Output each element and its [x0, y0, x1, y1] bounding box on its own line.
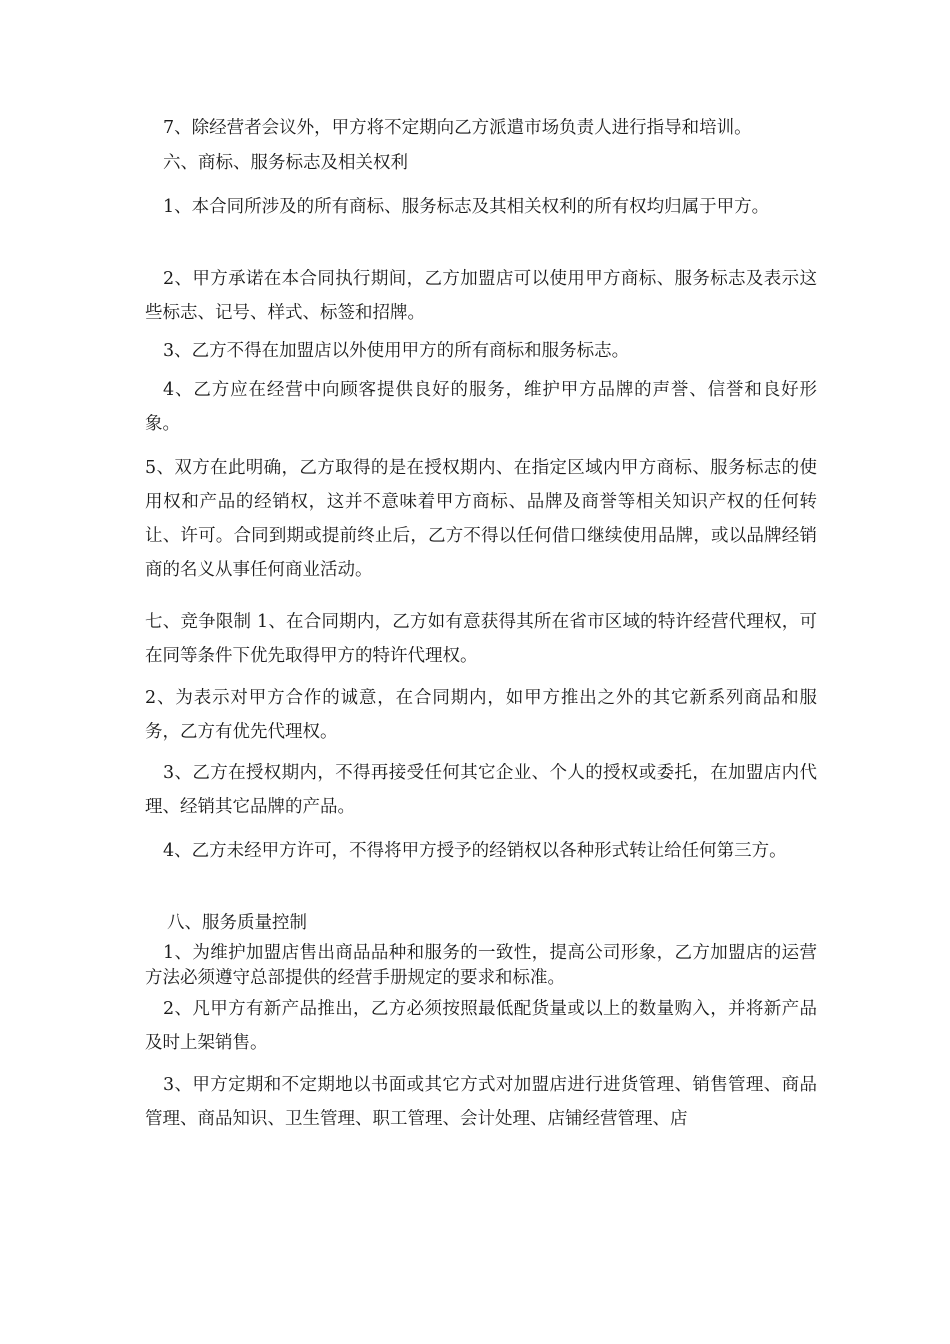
paragraph-8-3: 3、甲方定期和不定期地以书面或其它方式对加盟店进行进货管理、销售管理、商品管理、商品知识、卫生管理、职工管理、会计处理、店铺经营管理、店	[145, 1075, 817, 1129]
paragraph-7-3: 3、乙方在授权期内，不得再接受任何其它企业、个人的授权或委托，在加盟店内代理、经销其它品牌的产品。	[145, 763, 817, 817]
paragraph-6-2: 2、甲方承诺在本合同执行期间，乙方加盟店可以使用甲方商标、服务标志及表示这些标志、记号、样式、标签和招牌。	[145, 269, 817, 323]
paragraph-7-4: 4、乙方未经甲方许可，不得将甲方授予的经销权以各种形式转让给任何第三方。	[163, 841, 787, 861]
section-heading-6: 六、商标、服务标志及相关权利	[163, 153, 408, 173]
paragraph-6-4: 4、乙方应在经营中向顾客提供良好的服务，维护甲方品牌的声誉、信誉和良好形象。	[145, 380, 817, 434]
paragraph-8-1: 1、为维护加盟店售出商品品种和服务的一致性，提高公司形象，乙方加盟店的运营方法必须遵守总部提供的经营手册规定的要求和标准。	[145, 943, 817, 988]
paragraph-8-2: 2、凡甲方有新产品推出，乙方必须按照最低配货量或以上的数量购入，并将新产品及时上架销售。	[145, 999, 817, 1053]
section-heading-8: 八、服务质量控制	[167, 913, 307, 933]
paragraph-6-7: 7、除经营者会议外，甲方将不定期向乙方派遣市场负责人进行指导和培训。	[163, 118, 752, 138]
paragraph-6-3: 3、乙方不得在加盟店以外使用甲方的所有商标和服务标志。	[163, 341, 630, 361]
paragraph-6-1: 1、本合同所涉及的所有商标、服务标志及其相关权利的所有权均归属于甲方。	[163, 197, 770, 217]
paragraph-6-5: 5、双方在此明确，乙方取得的是在授权期内、在指定区域内甲方商标、服务标志的使用权和产品的经销权，这并不意味着甲方商标、品牌及商誉等相关知识产权的任何转让、许可。合同到期或提前终止后，乙方不得以任何借口继续使用品牌，或以品牌经销商的名义从事任何商业活动。	[145, 458, 817, 580]
section-heading-7: 七、竞争限制 1、在合同期内，乙方如有意获得其所在省市区域的特许经营代理权，可在同等条件下优先取得甲方的特许代理权。	[145, 612, 817, 666]
paragraph-7-2: 2、为表示对甲方合作的诚意，在合同期内，如甲方推出之外的其它新系列商品和服务，乙方有优先代理权。	[145, 688, 817, 742]
